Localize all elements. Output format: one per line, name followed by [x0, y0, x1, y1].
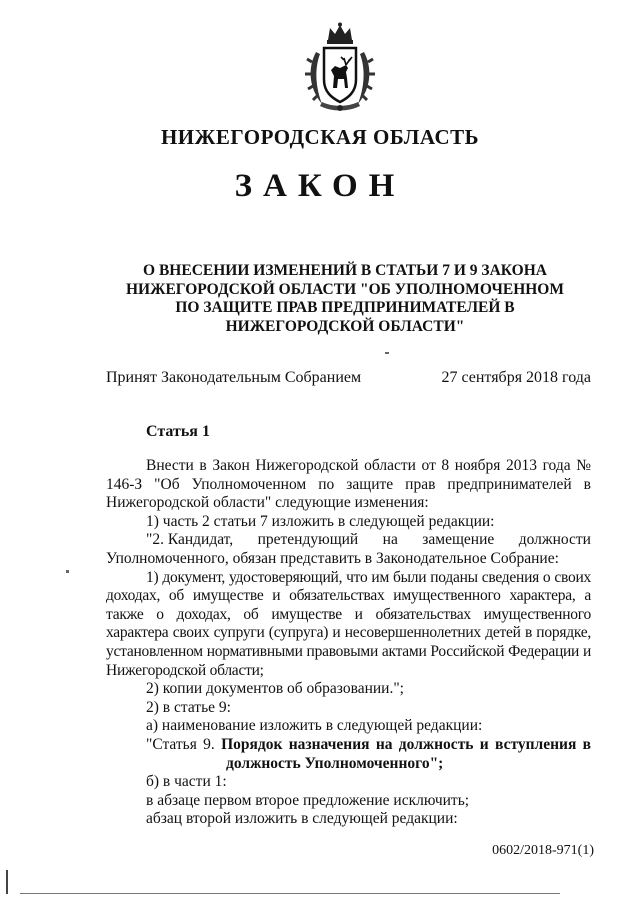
part-2-word: замещение [422, 531, 495, 549]
adoption-date: 27 сентября 2018 года [441, 369, 591, 386]
article-intro: Внести в Закон Нижегородской области от 8 ноября 2013 года № 146-З "Об Уполномоченном по защите прав предпринимателей в Нижегородской области" следующие изменения: [106, 457, 591, 512]
part-2-word: должности [518, 531, 591, 549]
region-title: НИЖЕГОРОДСКАЯ ОБЛАСТЬ [160, 125, 480, 149]
article-9-title-continuation: должность Уполномоченного"; [226, 754, 444, 772]
margin-mark [6, 870, 8, 894]
subitem-2: 2) копии документов об образовании."; [146, 680, 404, 698]
subitem-1: 1) документ, удостоверяющий, что им были поданы сведения о своих доходах, об имуществе и обязательствах имущественного характера, а также о доходах, об имуществе и обязательствах имущественного характера своих супруги (супруга) и несовершеннолетних детей в порядке, установленном нормативными правовыми актами Российской Федерации и Нижегородской области; [106, 568, 591, 679]
law-name: О ВНЕСЕНИИ ИЗМЕНЕНИЙ В СТАТЬИ 7 И 9 ЗАКОНА НИЖЕГОРОДСКОЙ ОБЛАСТИ "ОБ УПОЛНОМОЧЕННОМ ПО ЗАЩИТЕ ПРАВ ПРЕДПРИНИМАТЕЛЕЙ В НИЖЕГОРОДСКОЙ ОБЛАСТИ" [126, 262, 564, 335]
amendment-item-2a: а) наименование изложить в следующей редакции: [146, 717, 483, 735]
document-number: 0602/2018-971(1) [492, 843, 594, 858]
scan-artifact [66, 570, 69, 573]
amendment-item-2b-1: в абзаце первом второе предложение исключить; [146, 791, 470, 809]
part-2-word: претендующий [257, 531, 359, 549]
part-2-continuation: Уполномоченного, обязан представить в Законодательное Собрание: [106, 549, 559, 567]
article-heading: Статья 1 [146, 423, 210, 440]
amendment-item-1: 1) часть 2 статьи 7 изложить в следующей редакции: [146, 512, 495, 530]
part-2-word: на [382, 531, 398, 549]
document-type-title: ЗАКОН [234, 168, 406, 204]
page-bottom-line [20, 893, 560, 894]
article-body [106, 457, 591, 829]
amendment-item-2: 2) в статье 9: [146, 698, 231, 716]
article-9-title-line [106, 736, 591, 755]
adopted-by: Принят Законодательным Собранием [106, 369, 362, 386]
scan-artifact [385, 352, 389, 354]
coat-of-arms-icon [302, 22, 378, 114]
amendment-item-2b: б) в части 1: [146, 773, 227, 791]
amendment-item-2b-2: абзац второй изложить в следующей редакции: [146, 810, 458, 828]
article-9-prefix: "Статья 9. [146, 735, 215, 753]
article-9-title: Порядок назначения на должность и вступления в [221, 735, 592, 753]
part-2-word: "2. Кандидат, [146, 531, 234, 549]
part-2-first-line [106, 531, 591, 550]
